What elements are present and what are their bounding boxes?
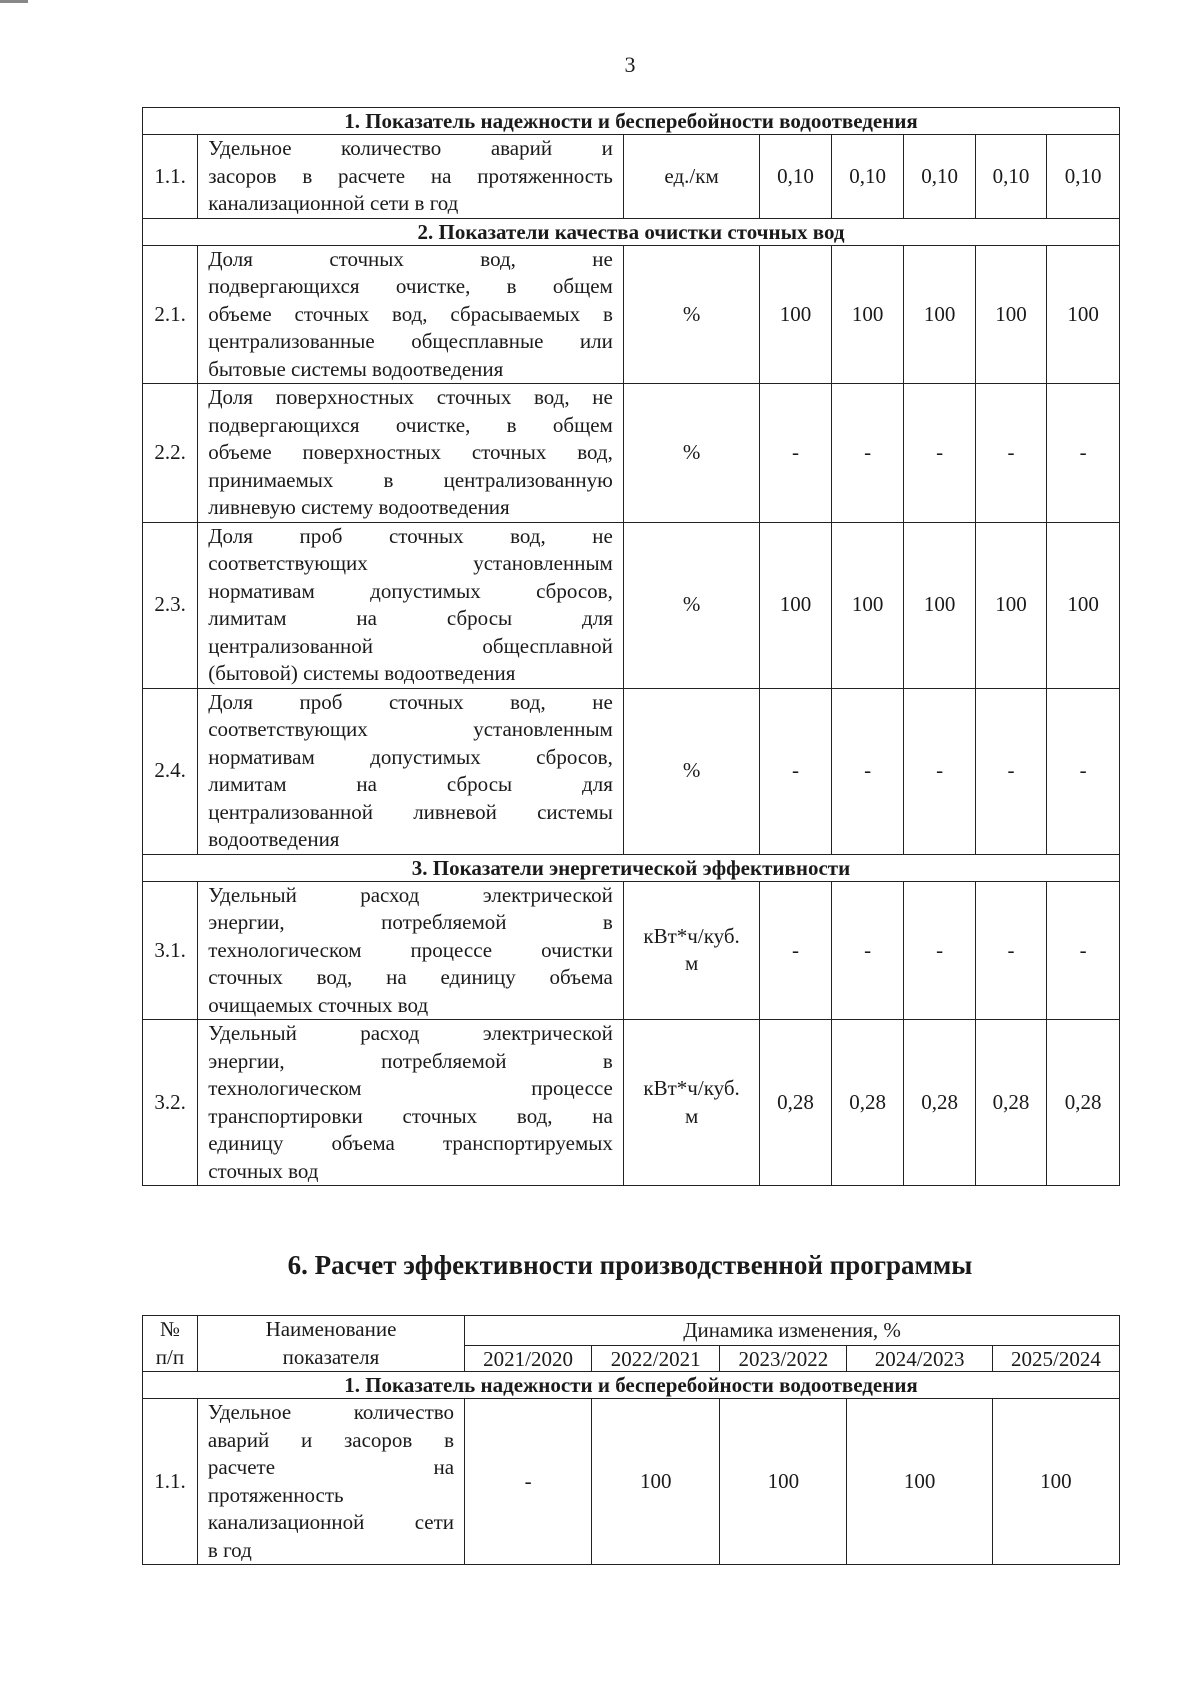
indicator-name: [198, 688, 624, 854]
value-cell: -: [1047, 881, 1120, 1020]
unit: %: [623, 522, 759, 688]
table-row: [143, 384, 1120, 523]
value-cell: -: [904, 384, 975, 523]
cell-line: п/п: [155, 1344, 185, 1369]
value-cell: 0,10: [904, 135, 975, 219]
value-cell: -: [760, 688, 831, 854]
value-cell: 100: [760, 245, 831, 384]
cell-line: м: [684, 951, 699, 976]
cell-line: очищаемых сточных вод: [208, 992, 429, 1017]
efficiency-table: [142, 1315, 1120, 1565]
unit: %: [623, 384, 759, 523]
indicators-table: [142, 107, 1120, 1186]
cell-line: ливневую систему водоотведения: [208, 495, 510, 519]
cell-line: нормативам допустимых сбросов,: [208, 578, 613, 603]
cell-line: водоотведения: [208, 827, 340, 851]
cell-line: централизованные общесплавные или: [208, 329, 613, 353]
section-title: 1. Показатель надежности и бесперебойности водоотведения: [143, 108, 1120, 135]
cell-line: Доля поверхностных сточных вод, не: [208, 385, 613, 409]
cell-line: показателя: [282, 1344, 380, 1369]
value-cell: -: [831, 688, 904, 854]
col-name-header: [197, 1316, 464, 1372]
unit: %: [623, 245, 759, 384]
cell-line: лимитам на сбросы для: [208, 606, 613, 630]
cell-line: объеме поверхностных сточных вод,: [208, 440, 613, 464]
table-row: [143, 245, 1120, 384]
section-heading: 6. Расчет эффективности производственной программы: [287, 1250, 973, 1280]
cell-line: подвергающихся очистке, в общем: [208, 412, 613, 437]
value-cell: 0,28: [904, 1020, 975, 1186]
table-row: [143, 688, 1120, 854]
cell-line: энергии, потребляемой в: [208, 1048, 613, 1073]
year-header: 2025/2024: [992, 1346, 1119, 1372]
year-header: 2021/2020: [465, 1346, 592, 1372]
table-row: [143, 881, 1120, 1020]
cell-line: кВт*ч/куб.: [643, 1076, 740, 1100]
header-row: [143, 1316, 1120, 1346]
table-row: [143, 522, 1120, 688]
value-cell: -: [975, 688, 1046, 854]
row-number: 3.1.: [143, 881, 198, 1020]
value-cell: 100: [592, 1399, 720, 1565]
cell-line: Наименование: [265, 1317, 397, 1341]
dynamics-header: Динамика изменения, %: [465, 1316, 1120, 1346]
value-cell: -: [760, 881, 831, 1020]
cell-line: централизованной ливневой системы: [208, 799, 613, 824]
cell-line: технологическом процессе: [208, 1076, 613, 1100]
cell-line: в год: [207, 1537, 252, 1562]
section-row: [143, 1372, 1120, 1399]
cell-line: (бытовой) системы водоотведения: [208, 661, 516, 685]
value-cell: 100: [1047, 522, 1120, 688]
value-cell: 100: [992, 1399, 1119, 1565]
indicator-name: [198, 522, 624, 688]
cell-line: сточных вод, на единицу объема: [208, 965, 613, 989]
value-cell: 100: [975, 245, 1046, 384]
cell-line: Доля проб сточных вод, не: [208, 523, 613, 548]
row-number: 1.1.: [143, 135, 198, 219]
value-cell: 100: [831, 522, 904, 688]
table-row: [143, 1020, 1120, 1186]
unit: [623, 1020, 759, 1186]
scan-edge-mark: [0, 0, 28, 3]
year-header: 2024/2023: [847, 1346, 992, 1372]
cell-line: соответствующих установленным: [208, 551, 613, 575]
value-cell: 0,10: [975, 135, 1046, 219]
cell-line: канализационной сети: [207, 1510, 455, 1534]
cell-line: единицу объема транспортируемых: [208, 1131, 613, 1155]
cell-line: расчете на: [207, 1455, 455, 1479]
value-cell: 100: [760, 522, 831, 688]
value-cell: -: [904, 688, 975, 854]
value-cell: 100: [975, 522, 1046, 688]
cell-line: м: [684, 1103, 699, 1128]
value-cell: 0,10: [1047, 135, 1120, 219]
value-cell: 0,28: [1047, 1020, 1120, 1186]
section-title: 1. Показатель надежности и бесперебойности водоотведения: [143, 1372, 1120, 1399]
value-cell: -: [831, 384, 904, 523]
row-number: 1.1.: [143, 1399, 198, 1565]
value-cell: -: [831, 881, 904, 1020]
row-number: 3.2.: [143, 1020, 198, 1186]
unit: ед./км: [623, 135, 759, 219]
section-row: [143, 218, 1120, 245]
cell-line: лимитам на сбросы для: [208, 772, 613, 796]
cell-line: Удельное количество аварий и: [208, 136, 613, 160]
indicator-name: [198, 1020, 624, 1186]
cell-line: бытовые системы водоотведения: [208, 356, 504, 381]
unit: %: [623, 688, 759, 854]
value-cell: 0,10: [831, 135, 904, 219]
unit: [623, 881, 759, 1020]
cell-line: протяженность: [207, 1482, 344, 1507]
row-number: 2.4.: [143, 688, 198, 854]
value-cell: -: [904, 881, 975, 1020]
value-cell: 100: [847, 1399, 992, 1565]
value-cell: -: [465, 1399, 592, 1565]
value-cell: 100: [1047, 245, 1120, 384]
value-cell: -: [760, 384, 831, 523]
section-title: 2. Показатели качества очистки сточных вод: [143, 218, 1120, 245]
value-cell: 0,28: [831, 1020, 904, 1186]
value-cell: -: [1047, 688, 1120, 854]
value-cell: 100: [831, 245, 904, 384]
year-header: 2022/2021: [592, 1346, 720, 1372]
section-title: 3. Показатели энергетической эффективности: [143, 854, 1120, 881]
cell-line: технологическом процессе очистки: [208, 937, 613, 962]
cell-line: транспортировки сточных вод, на: [208, 1103, 613, 1128]
row-number: 2.3.: [143, 522, 198, 688]
cell-line: соответствующих установленным: [208, 717, 613, 741]
cell-line: Удельное количество: [207, 1400, 455, 1424]
row-number: 2.1.: [143, 245, 198, 384]
cell-line: кВт*ч/куб.: [643, 923, 740, 948]
section-row: [143, 108, 1120, 135]
cell-line: энергии, потребляемой в: [208, 910, 613, 934]
indicator-name: [198, 881, 624, 1020]
cell-line: объеме сточных вод, сбрасываемых в: [208, 301, 613, 326]
cell-line: нормативам допустимых сбросов,: [208, 744, 613, 769]
cell-line: централизованной общесплавной: [208, 633, 613, 658]
col-number-header: [143, 1316, 198, 1372]
indicator-name: [198, 245, 624, 384]
value-cell: 100: [904, 522, 975, 688]
indicator-name: [198, 135, 624, 219]
value-cell: 100: [904, 245, 975, 384]
value-cell: -: [975, 881, 1046, 1020]
cell-line: засоров в расчете на протяженность: [208, 163, 613, 188]
value-cell: -: [1047, 384, 1120, 523]
value-cell: -: [975, 384, 1046, 523]
value-cell: 0,28: [760, 1020, 831, 1186]
value-cell: 0,10: [760, 135, 831, 219]
value-cell: 0,28: [975, 1020, 1046, 1186]
year-header: 2023/2022: [720, 1346, 847, 1372]
table-row: [143, 135, 1120, 219]
cell-line: Доля проб сточных вод, не: [208, 689, 613, 714]
indicator-name: [197, 1399, 464, 1565]
cell-line: принимаемых в централизованную: [208, 467, 613, 492]
cell-line: канализационной сети в год: [208, 191, 459, 215]
cell-line: сточных вод: [208, 1158, 319, 1183]
cell-line: Удельный расход электрической: [208, 1021, 613, 1045]
page-number: 3: [624, 52, 636, 77]
row-number: 2.2.: [143, 384, 198, 523]
value-cell: 100: [720, 1399, 847, 1565]
table-row: [143, 1399, 1120, 1565]
cell-line: Удельный расход электрической: [208, 882, 613, 907]
section-row: [143, 854, 1120, 881]
cell-line: Доля сточных вод, не: [208, 246, 613, 271]
cell-line: подвергающихся очистке, в общем: [208, 274, 613, 298]
cell-line: аварий и засоров в: [207, 1427, 455, 1452]
cell-line: №: [159, 1317, 180, 1341]
indicator-name: [198, 384, 624, 523]
